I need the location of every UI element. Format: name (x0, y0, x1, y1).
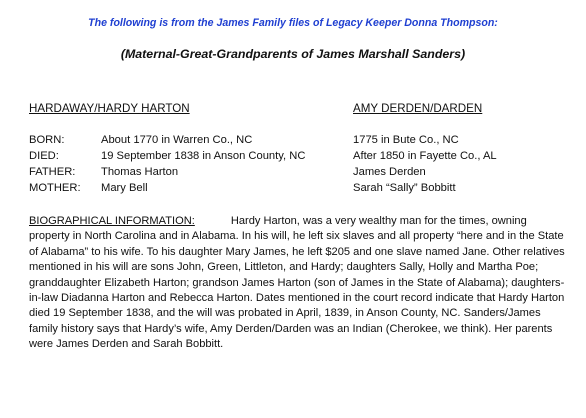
born-row (0, 133, 586, 148)
wife-father: James Derden (353, 166, 426, 178)
mother-row (0, 181, 586, 196)
husband-father: Thomas Harton (101, 166, 179, 178)
father-label: FATHER: (29, 166, 76, 178)
died-label: DIED: (29, 150, 59, 162)
bio-text: Hardy Harton, was a very wealthy man for the times, owning property in North Carolina and in Alabama. In his will, he left six slaves and all property “here and in the State of Alabama” to his wife. To his daughter Mary James, he left $205 and one slave named Jane. Other relatives mentioned in his will are sons John, Green, Littleton, and Hardy; daughters Sally, Holly and Martha Poe; granddaughter Elizabeth Harton; grandson James Harton (son of James in the State of Alabama); daughters-in-law Diadanna Harton and Rebecca Harton. Dates mentioned in the court record indicate that Hardy Harton died 19 September 1838, and the will was probated in April, 1839, in Anson County, NC. Sanders/James family history says that Hardy’s wife, Amy Derden/Darden was an Indian (Cherokee, we think). Her parents were James Derden and Sarah Bobbitt. (29, 215, 565, 351)
father-row (0, 165, 586, 180)
wife-died: After 1850 in Fayette Co., AL (353, 150, 497, 162)
biographical-information (29, 214, 569, 353)
wife-name-heading: AMY DERDEN/DARDEN (353, 102, 483, 115)
husband-mother: Mary Bell (101, 182, 148, 194)
mother-label: MOTHER: (29, 182, 81, 194)
husband-born: About 1770 in Warren Co., NC (101, 134, 253, 146)
wife-born: 1775 in Bute Co., NC (353, 134, 459, 146)
intro-line: The following is from the James Family files of Legacy Keeper Donna Thompson: (88, 17, 498, 29)
died-row (0, 149, 586, 164)
born-label: BORN: (29, 134, 65, 146)
husband-died: 19 September 1838 in Anson County, NC (101, 150, 306, 162)
bio-label: BIOGRAPHICAL INFORMATION: (29, 215, 195, 227)
husband-name-heading: HARDAWAY/HARDY HARTON (29, 102, 190, 115)
document-subtitle: (Maternal-Great-Grandparents of James Marshall Sanders) (120, 47, 466, 61)
wife-mother: Sarah “Sally” Bobbitt (353, 182, 456, 194)
